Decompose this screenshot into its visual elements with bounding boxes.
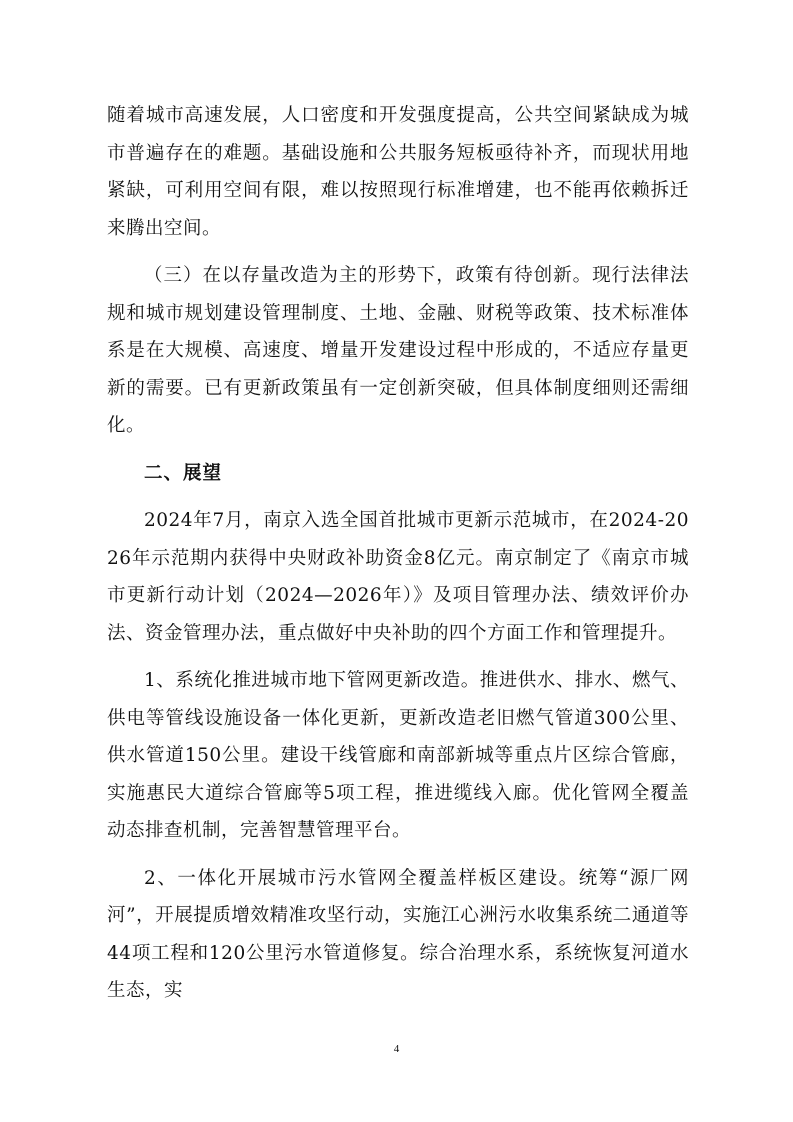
paragraph-underground-pipe-network: 1、系统化推进城市地下管网更新改造。推进供水、排水、燃气、供电等管线设施设备一体化更新，更新改造老旧燃气管道300公里、供水管道150公里。建设干线管廊和南部新城等重点片区综合管廊，实施惠民大道综合管廊等5项工程，推进缆线入廊。优化管网全覆盖动态排查机制，完善智慧管理平台。 <box>107 670 689 841</box>
paragraph-public-space: 随着城市高速发展，人口密度和开发强度提高，公共空间紧缺成为城市普遍存在的难题。基础设施和公共服务短板亟待补齐，而现状用地紧缺，可利用空间有限，难以按照现行标准增建，也不能再依赖拆迁来腾出空间。 <box>107 105 689 239</box>
body-content <box>107 97 689 1020</box>
paragraph-sewage-network: 2、一体化开展城市污水管网全覆盖样板区建设。统筹“源厂网河”，开展提质增效精准攻坚行动，实施江心洲污水收集系统二通道等44项工程和120公里污水管道修复。综合治理水系，系统恢复河道水生态，实 <box>107 867 689 1001</box>
section-heading-outlook: 二、展望 <box>144 462 223 484</box>
paragraph-policy-innovation: （三）在以存量改造为主的形势下，政策有待创新。现行法律法规和城市规划建设管理制度、土地、金融、财税等政策、技术标准体系是在大规模、高速度、增量开发建设过程中形成的，不适应存量更新的需要。已有更新政策虽有一定创新突破，但具体制度细则还需细化。 <box>107 265 689 436</box>
page-number: 4 <box>393 1043 400 1055</box>
paragraph-nanjing-demo-city: 2024年7月，南京入选全国首批城市更新示范城市，在2024-2026年示范期内获得中央财政补助资金8亿元。南京制定了《南京市城市更新行动计划（2024—2026年）》及项目管理办法、绩效评价办法、资金管理办法，重点做好中央补助的四个方面工作和管理提升。 <box>107 510 689 644</box>
